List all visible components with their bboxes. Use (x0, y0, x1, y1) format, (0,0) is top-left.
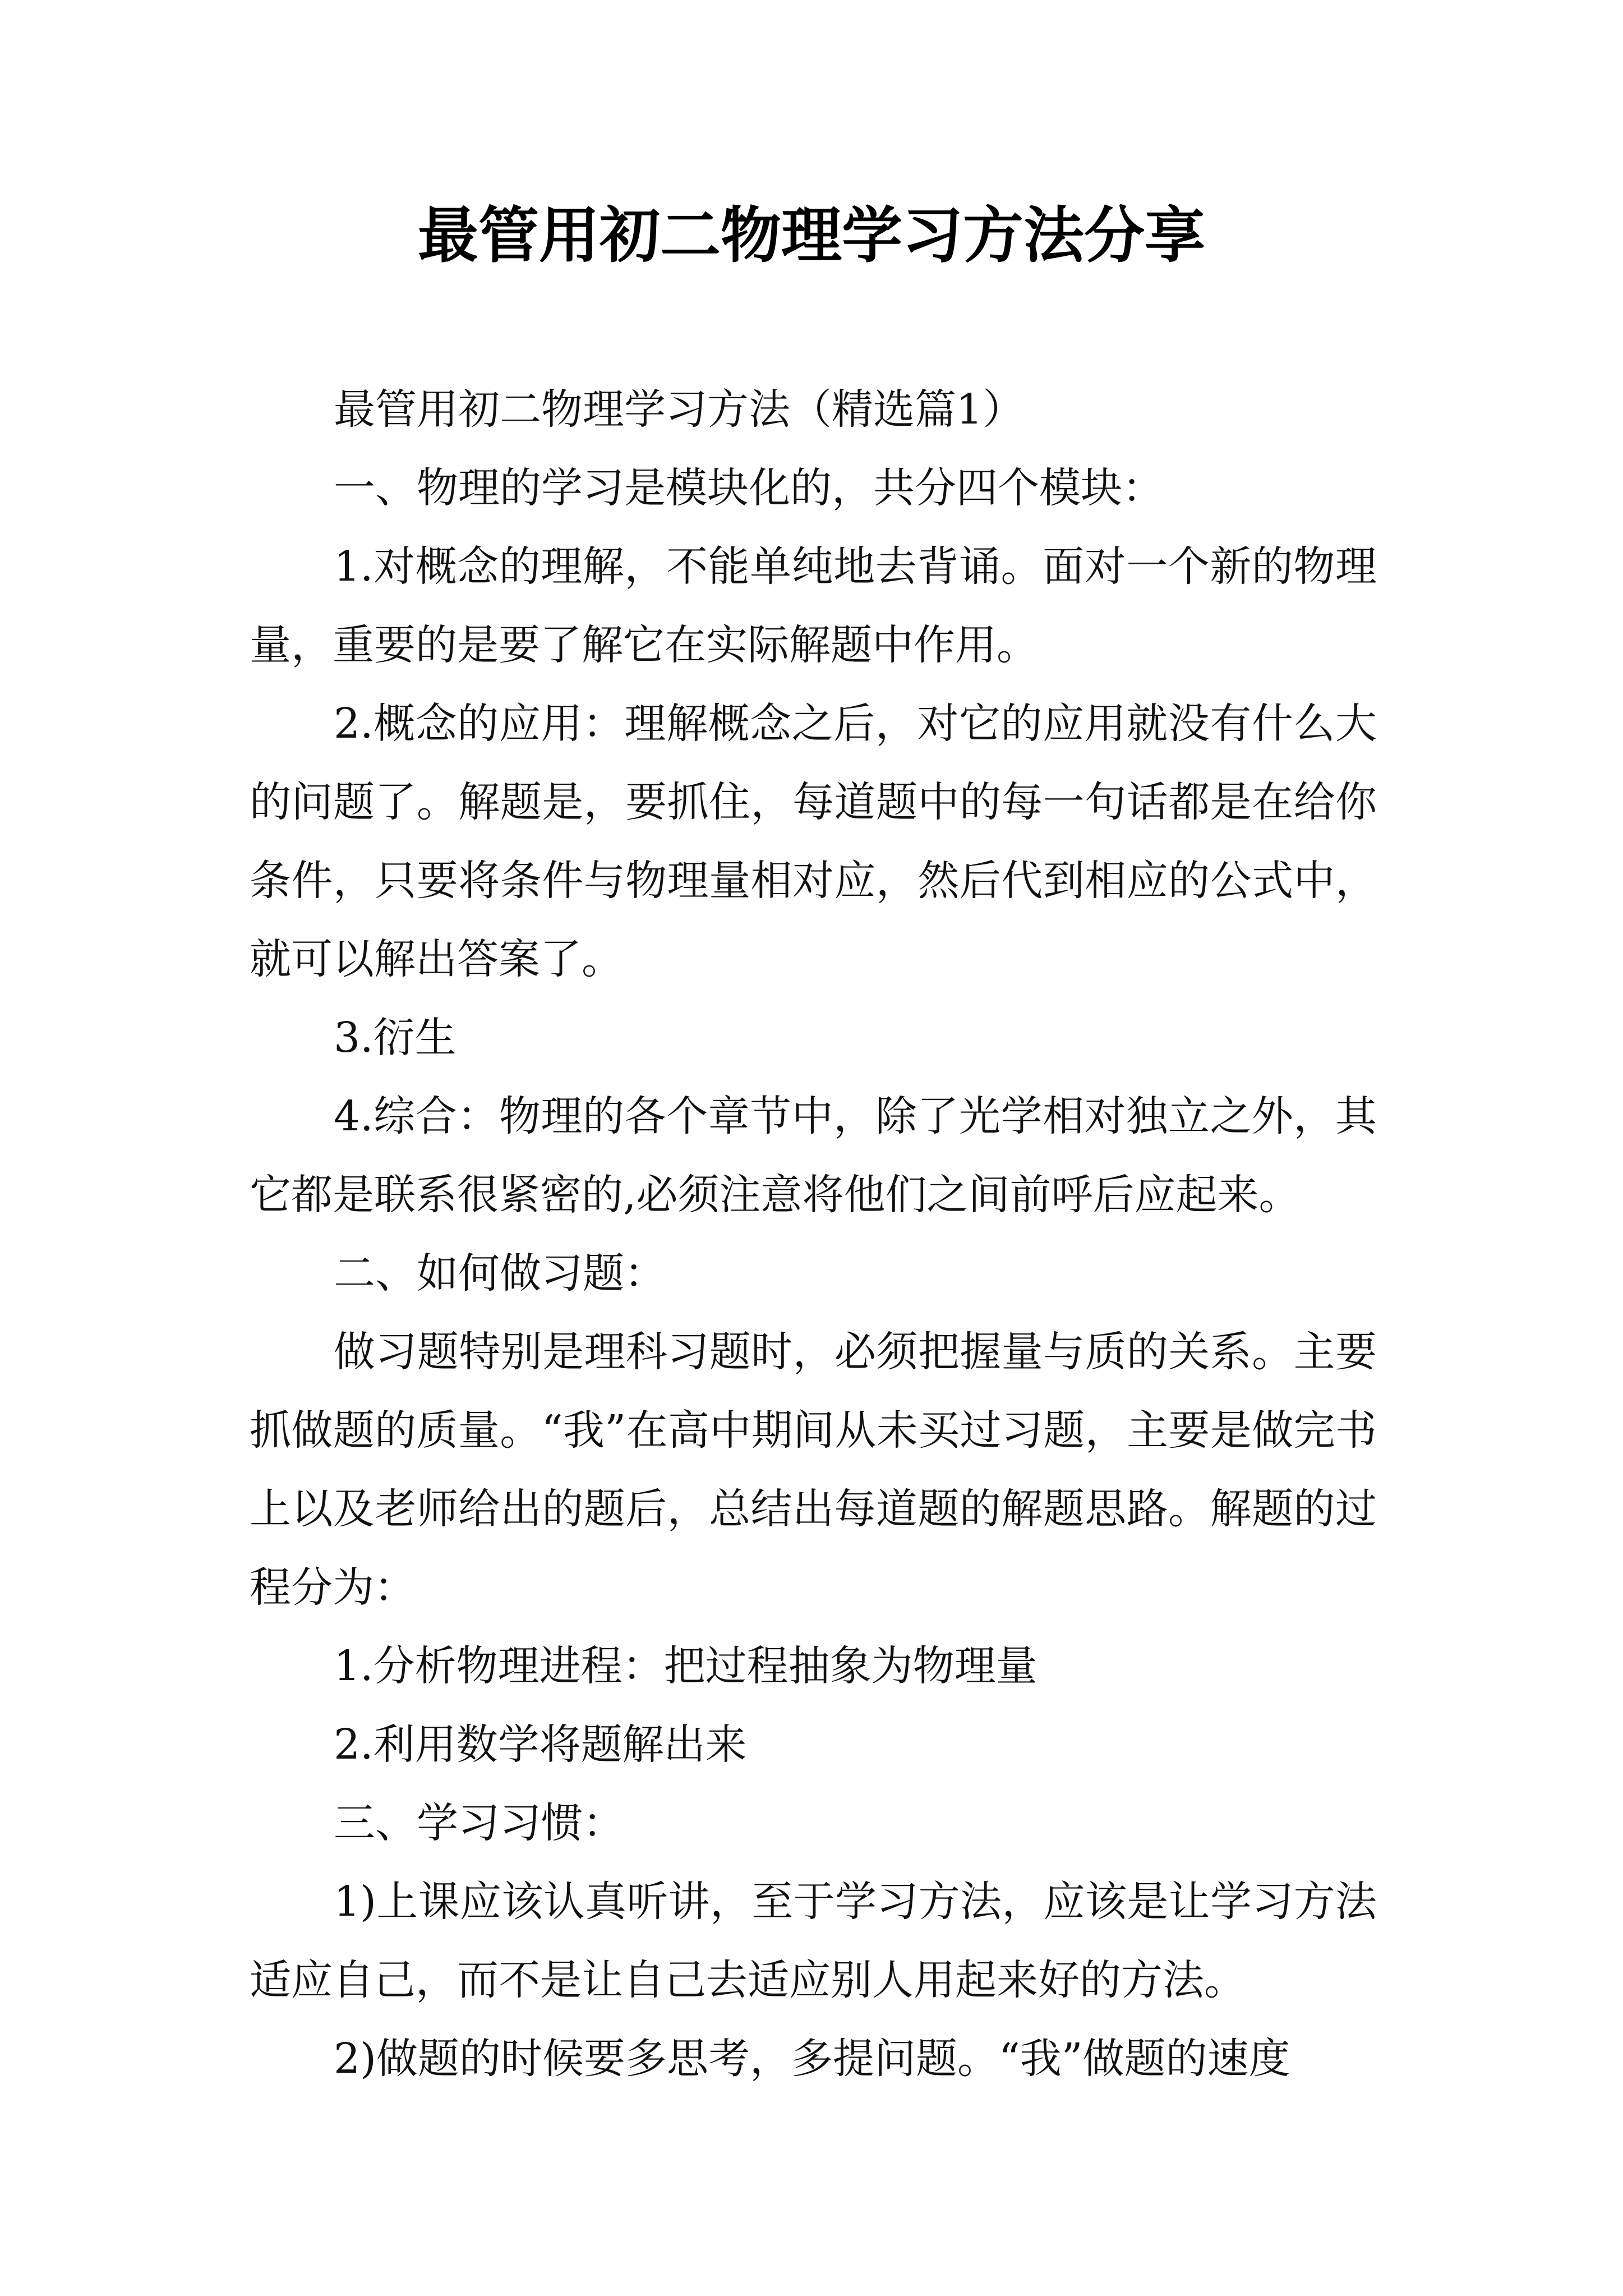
paragraph-concept-understanding: 1.对概念的理解，不能单纯地去背诵。面对一个新的物理量，重要的是要了解它在实际解题中作用。 (250, 542, 1377, 669)
paragraph-habit-think: 2)做题的时候要多思考，多提问题。“我”做题的速度 (334, 2035, 1290, 2083)
paragraph-part-two-heading: 二、如何做习题： (334, 1249, 666, 1297)
paragraph-exercise-method: 做习题特别是理科习题时，必须把握量与质的关系。主要抓做题的质量。“我”在高中期间从未买过习题，主要是做完书上以及老师给出的题后，总结出每道题的解题思路。解题的过程分为： (250, 1328, 1377, 1612)
paragraph-derivation: 3.衍生 (334, 1014, 457, 1062)
paragraph-section-heading: 最管用初二物理学习方法（精选篇1） (334, 385, 1025, 434)
paragraph-step-analyze: 1.分析物理进程：把过程抽象为物理量 (334, 1642, 1038, 1690)
paragraph-concept-application: 2.概念的应用：理解概念之后，对它的应用就没有什么大的问题了。解题是，要抓住，每道题中的每一句话都是在给你条件，只要将条件与物理量相对应，然后代到相应的公式中，就可以解出答案了。 (250, 700, 1377, 983)
document-body (250, 370, 1377, 2098)
paragraph-synthesis: 4.综合：物理的各个章节中，除了光学相对独立之外，其它都是联系很紧密的,必须注意将他们之间前呼后应起来。 (250, 1092, 1377, 1219)
document-title: 最管用初二物理学习方法分享 (417, 200, 1205, 271)
paragraph-part-one-heading: 一、物理的学习是模块化的，共分四个模块： (334, 464, 1164, 512)
paragraph-habit-listen: 1)上课应该认真听讲，至于学习方法，应该是让学习方法适应自己，而不是让自己去适应别人用起来好的方法。 (250, 1878, 1377, 2004)
paragraph-part-three-heading: 三、学习习惯： (334, 1799, 624, 1847)
paragraph-step-solve: 2.利用数学将题解出来 (334, 1720, 747, 1769)
